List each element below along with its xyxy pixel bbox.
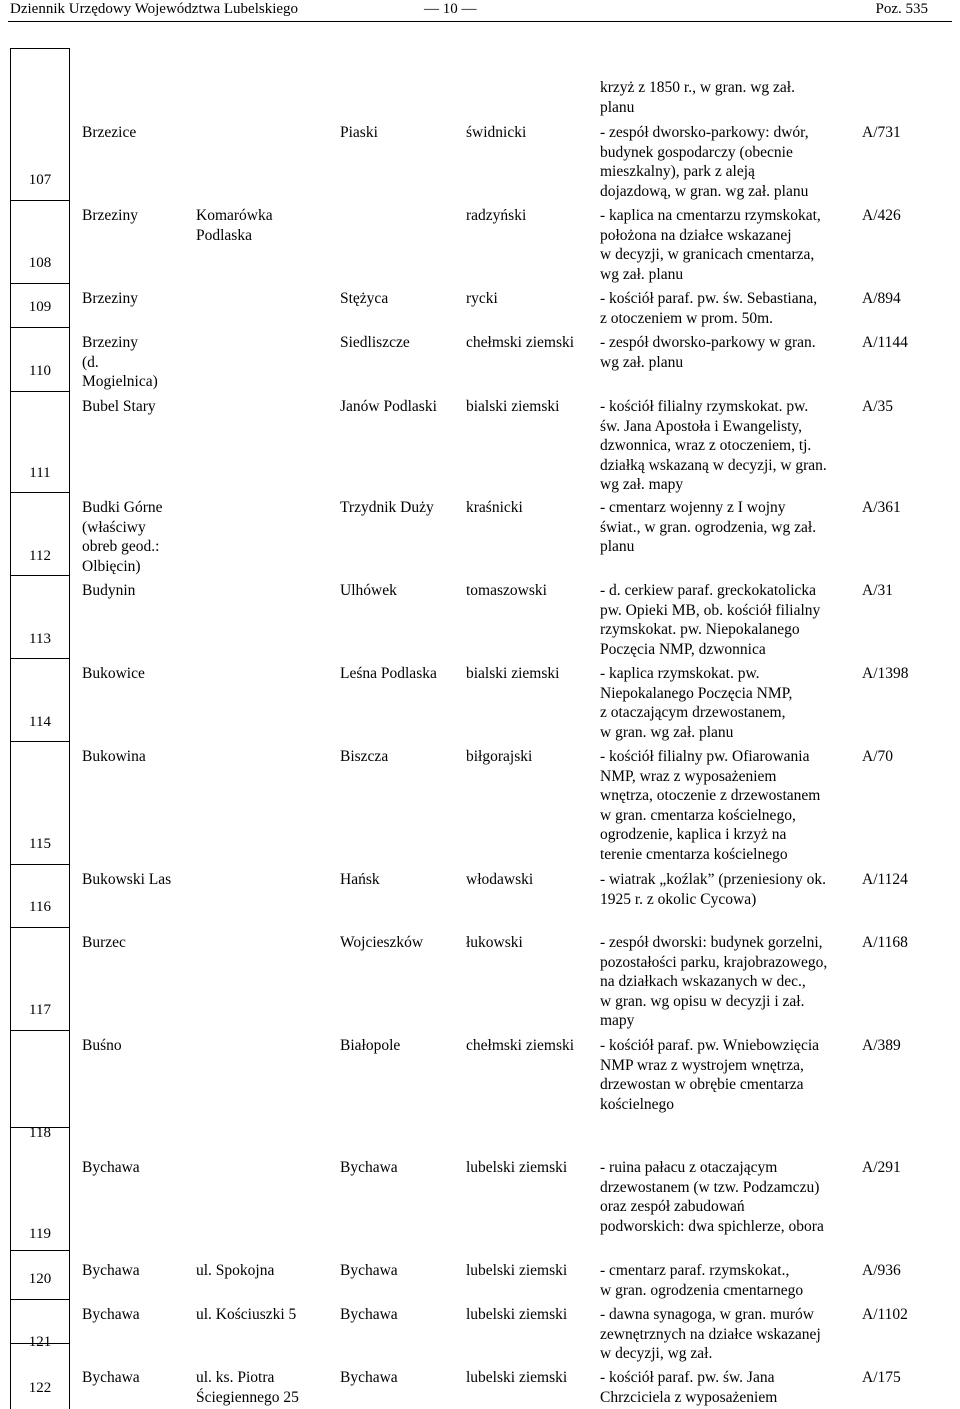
description-cell: - kościół filialny pw. Ofiarowania NMP, wraz z wyposażeniem wnętrza, otoczenie z drzewostanem w gran. cmentarza kościelnego, ogrodzenie, kaplica i krzyż na terenie cmentarza kościelnego	[600, 748, 821, 863]
row-divider	[11, 1299, 69, 1300]
row-number-column	[10, 48, 70, 1409]
gmina-cell: Piaski	[340, 124, 378, 141]
town-cell: Bychawa	[82, 1369, 140, 1386]
description-cell: - kościół filialny rzymskokat. pw. św. Jana Apostoła i Ewangelisty, dzwonnica, wraz z otoczeniem, tj. działką wskazaną w decyzji, w gran. wg zał. mapy	[600, 398, 827, 494]
row-number: 118	[29, 1125, 51, 1141]
powiat-cell: radzyński	[466, 207, 527, 224]
gmina-cell: Trzydnik Duży	[340, 499, 434, 516]
gmina-cell: Stężyca	[340, 290, 389, 307]
page-header	[0, 0, 960, 24]
row-divider	[11, 864, 69, 865]
town-cell: Brzeziny	[82, 290, 138, 307]
gmina-cell: Białopole	[340, 1037, 401, 1054]
row-number: 115	[29, 836, 51, 852]
register-number-cell: A/1102	[862, 1306, 908, 1323]
gmina-cell: Ulhówek	[340, 582, 397, 599]
journal-title: Dziennik Urzędowy Województwa Lubelskiego	[10, 1, 299, 17]
register-number-cell: A/361	[862, 499, 901, 516]
row-number: 114	[29, 714, 51, 730]
row-number: 110	[29, 363, 51, 379]
town-cell: Bukowski Las	[82, 871, 172, 888]
row-number: 108	[28, 255, 52, 271]
register-number-cell: A/389	[862, 1037, 901, 1054]
row-number: 121	[28, 1334, 52, 1350]
row-number: 113	[29, 631, 51, 647]
powiat-cell: bialski ziemski	[466, 665, 560, 682]
row-divider	[11, 1250, 69, 1251]
row-number: 119	[29, 1226, 51, 1242]
description-cell: - ruina pałacu z otaczającym drzewostanem (w tzw. Podzamczu) oraz zespół zabudowań podworskich: dwa spichlerze, obora	[600, 1159, 824, 1235]
gmina-cell: Bychawa	[340, 1262, 398, 1279]
register-number-cell: A/35	[862, 398, 893, 415]
row-divider	[11, 741, 69, 742]
powiat-cell: chełmski ziemski	[466, 1037, 575, 1054]
town-cell: Bychawa	[82, 1159, 140, 1176]
description-cell: - d. cerkiew paraf. greckokatolicka pw. Opieki MB, ob. kościół filialny rzymskokat. pw. Niepokalanego Poczęcia NMP, dzwonnica	[600, 582, 821, 658]
row-divider	[11, 1030, 69, 1031]
register-number-cell: A/291	[862, 1159, 901, 1176]
description-cell: - cmentarz wojenny z I wojny świat., w gran. ogrodzenia, wg zał. planu	[600, 499, 817, 556]
powiat-cell: lubelski ziemski	[466, 1262, 568, 1279]
position-number: Poz. 535	[875, 1, 928, 17]
register-number-cell: A/1398	[862, 665, 909, 682]
powiat-cell: łukowski	[466, 934, 523, 951]
powiat-cell: włodawski	[466, 871, 534, 888]
register-number-cell: A/1144	[862, 334, 908, 351]
row-number: 116	[29, 899, 51, 915]
gmina-cell: Hańsk	[340, 871, 380, 888]
row-number: 107	[28, 172, 52, 188]
description-cell: - zespół dworsko-parkowy w gran. wg zał. planu	[600, 334, 816, 371]
town-cell: Burzec	[82, 934, 126, 951]
powiat-cell: rycki	[466, 290, 498, 307]
row-divider	[11, 391, 69, 392]
gmina-cell: Bychawa	[340, 1306, 398, 1323]
description-cell: - kościół paraf. pw. św. Sebastiana, z otoczeniem w prom. 50m.	[600, 290, 818, 327]
gmina-cell: Janów Podlaski	[340, 398, 437, 415]
powiat-cell: kraśnicki	[466, 499, 523, 516]
description-cell: - cmentarz paraf. rzymskokat., w gran. ogrodzenia cmentarnego	[600, 1262, 804, 1299]
description-cell: - dawna synagoga, w gran. murów zewnętrznych na działce wskazanej w decyzji, wg zał.	[600, 1306, 821, 1363]
row-number: 117	[29, 1002, 51, 1018]
powiat-cell: bialski ziemski	[466, 398, 560, 415]
gmina-cell: Leśna Podlaska	[340, 665, 437, 682]
description-cell: - kościół paraf. pw. św. Jana Chrzciciela z wyposażeniem	[600, 1369, 778, 1406]
street-cell: Komarówka Podlaska	[196, 207, 273, 244]
row-number: 120	[28, 1271, 52, 1287]
register-number-cell: A/936	[862, 1262, 901, 1279]
town-cell: Bukowice	[82, 665, 145, 682]
row-divider	[11, 283, 69, 284]
gmina-cell: Bychawa	[340, 1159, 398, 1176]
street-cell: ul. Spokojna	[196, 1262, 275, 1279]
row-divider	[11, 492, 69, 493]
gmina-cell: Wojcieszków	[340, 934, 424, 951]
row-divider	[11, 327, 69, 328]
town-cell: Brzezice	[82, 124, 137, 141]
street-cell: ul. ks. Piotra Ściegiennego 25	[196, 1369, 299, 1406]
register-number-cell: A/1168	[862, 934, 908, 951]
town-cell: Bychawa	[82, 1262, 140, 1279]
powiat-cell: lubelski ziemski	[466, 1306, 568, 1323]
register-number-cell: A/1124	[862, 871, 908, 888]
powiat-cell: chełmski ziemski	[466, 334, 575, 351]
town-cell: Bubel Stary	[82, 398, 156, 415]
description-cell: - zespół dworsko-parkowy: dwór, budynek gospodarczy (obecnie mieszkalny), park z aleją dojazdową, w gran. wg zał. planu	[600, 124, 809, 200]
town-cell: Brzeziny (d. Mogielnica)	[82, 334, 158, 391]
town-cell: Brzeziny	[82, 207, 138, 224]
description-cell: - kaplica rzymskokat. pw. Niepokalanego Poczęcia NMP, z otaczającym drzewostanem, w gran. wg zał. planu	[600, 665, 793, 741]
register-number-cell: A/175	[862, 1369, 901, 1386]
powiat-cell: tomaszowski	[466, 582, 547, 599]
town-cell: Buśno	[82, 1037, 122, 1054]
row-number: 112	[29, 548, 51, 564]
register-number-cell: A/426	[862, 207, 901, 224]
register-number-cell: A/731	[862, 124, 901, 141]
powiat-cell: lubelski ziemski	[466, 1159, 568, 1176]
description-cell: - kościół paraf. pw. Wniebowzięcia NMP wraz z wystrojem wnętrza, drzewostan w obrębie cmentarza kościelnego	[600, 1037, 820, 1113]
town-cell: Budynin	[82, 582, 136, 599]
row-divider	[11, 658, 69, 659]
register-number-cell: A/894	[862, 290, 901, 307]
row-divider	[11, 200, 69, 201]
register-number-cell: A/31	[862, 582, 893, 599]
street-cell: ul. Kościuszki 5	[196, 1306, 297, 1323]
continuation-desc: krzyż z 1850 r., w gran. wg zał. planu	[600, 79, 795, 116]
row-number: 111	[29, 465, 51, 481]
gmina-cell: Siedliszcze	[340, 334, 410, 351]
town-cell: Bychawa	[82, 1306, 140, 1323]
gmina-cell: Bychawa	[340, 1369, 398, 1386]
header-rule	[8, 21, 952, 22]
row-divider	[11, 575, 69, 576]
description-cell: - kaplica na cmentarzu rzymskokat, położona na działce wskazanej w decyzji, w granicach cmentarza, wg zał. planu	[600, 207, 821, 283]
row-divider	[11, 927, 69, 928]
gmina-cell: Biszcza	[340, 748, 389, 765]
row-number: 122	[28, 1380, 52, 1396]
town-cell: Bukowina	[82, 748, 146, 765]
powiat-cell: świdnicki	[466, 124, 527, 141]
row-number: 109	[28, 299, 52, 315]
description-cell: - zespół dworski: budynek gorzelni, pozostałości parku, krajobrazowego, na działkach wskazanych w dec., w gran. wg opisu w decyzji i zał. mapy	[600, 934, 828, 1030]
powiat-cell: lubelski ziemski	[466, 1369, 568, 1386]
town-cell: Budki Górne (właściwy obreb geod.: Olbięcin)	[82, 499, 163, 575]
description-cell: - wiatrak „koźlak” (przeniesiony ok. 1925 r. z okolic Cycowa)	[600, 871, 826, 908]
page-number: — 10 —	[424, 1, 477, 17]
register-number-cell: A/70	[862, 748, 893, 765]
powiat-cell: biłgorajski	[466, 748, 533, 765]
